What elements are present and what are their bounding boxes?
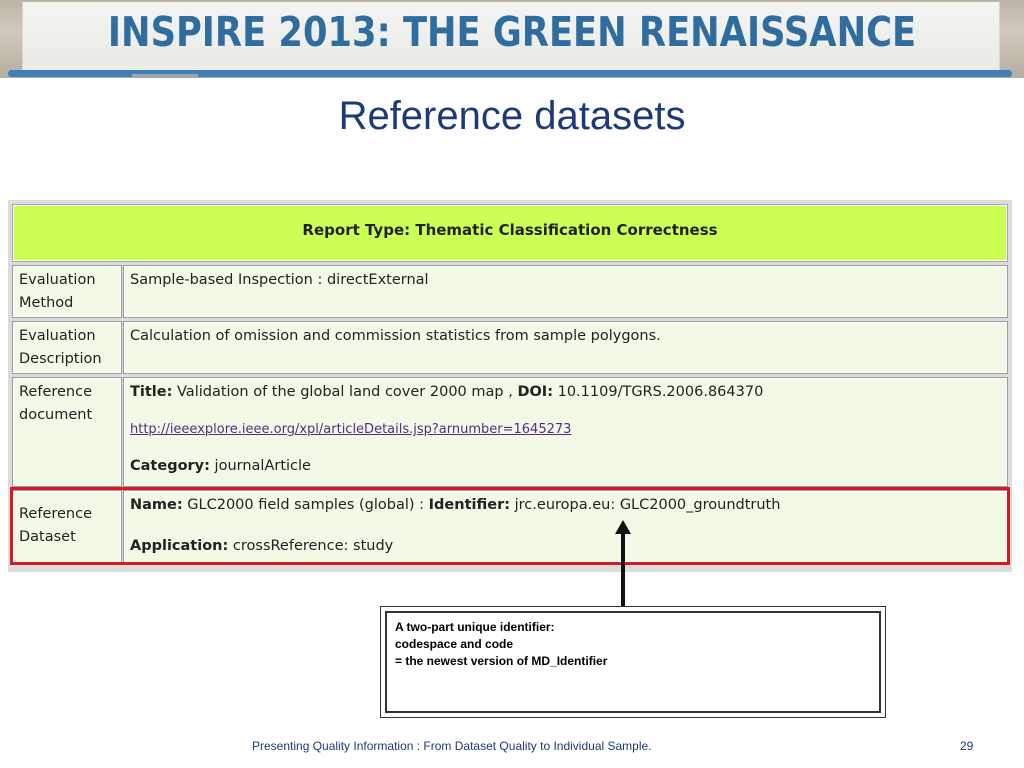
document-link[interactable]: http://ieeexplore.ieee.org/xpl/articleDetails.jsp?arnumber=1645273 [130,422,572,437]
row-label-line: Evaluation [19,272,96,288]
pointer-arrow-head-icon [615,520,631,534]
identifier-callout [380,606,886,718]
name-key: Name: [130,497,183,513]
name-value: GLC2000 field samples (global) : [182,497,429,513]
row-label-line: Dataset [19,529,76,545]
row-value-reference-document [123,377,1008,487]
pointer-arrow-line [621,530,625,608]
banner-title: INSPIRE 2013: THE GREEN RENAISSANCE [107,8,917,56]
callout-body [385,611,881,713]
row-label-line: Reference [19,506,93,522]
row-label-line: document [19,407,93,423]
identifier-key: Identifier: [428,497,511,513]
report-type-header: Report Type: Thematic Classification Correctness [12,204,1008,262]
row-value-evaluation-description [123,321,1008,374]
row-label-reference-document [12,377,122,487]
page-number: 29 [960,739,974,753]
application-value: crossReference: study [228,538,394,554]
document-link-line [130,418,1001,441]
evaluation-description-value: Calculation of omission and commission statistics from sample polygons. [130,328,661,344]
row-label-line: Reference [19,384,93,400]
callout-line: = the newest version of MD_Identifier [395,654,608,668]
callout-line: A two-part unique identifier: [395,620,555,634]
title-value: Validation of the global land cover 2000 map , [172,384,518,400]
row-value-evaluation-method [123,265,1008,318]
row-label-evaluation-method [12,265,122,318]
banner-tab [132,74,198,78]
footer-text: Presenting Quality Information : From Dataset Quality to Individual Sample. [252,739,652,753]
row-label-line: Description [19,351,102,367]
identifier-value: jrc.europa.eu: GLC2000_groundtruth [510,497,781,513]
header-banner [0,0,1024,78]
document-category-line [130,455,1001,478]
category-key: Category: [130,458,210,474]
doi-key: DOI: [517,384,553,400]
doi-value: 10.1109/TGRS.2006.864370 [553,384,764,400]
title-key: Title: [130,384,173,400]
row-label-line: Method [19,295,74,311]
category-value: journalArticle [209,458,311,474]
callout-line: codespace and code [395,637,514,651]
document-title-line [130,381,1001,404]
row-label-line: Evaluation [19,328,96,344]
reference-dataset-highlight [10,487,1010,565]
slide-title: Reference datasets [338,94,686,138]
evaluation-method-value: Sample-based Inspection : directExternal [130,272,429,288]
row-label-evaluation-description [12,321,122,374]
application-key: Application: [130,538,229,554]
